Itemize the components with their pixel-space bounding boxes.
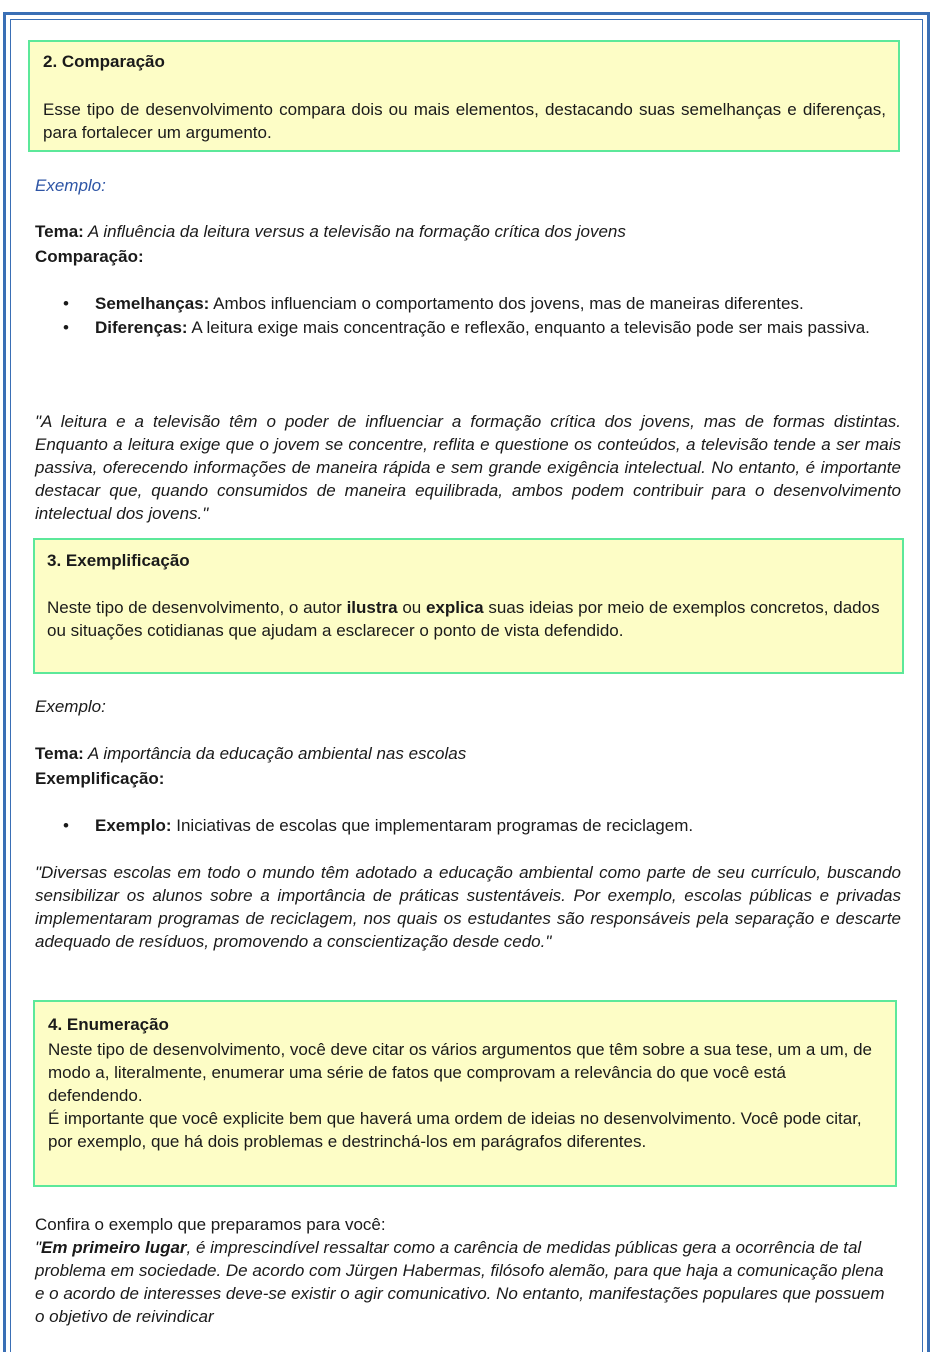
body-text: suas ideias por meio de exemplos concretos, dados ou situações cotidianas que ajudam a esclarecer o ponto de vista defendido. xyxy=(47,598,880,640)
section-enumeracao-box xyxy=(33,1000,897,1187)
body-bold-explica: explica xyxy=(425,598,484,617)
bullet-text: Ambos influenciam o comportamento dos jovens, mas de maneiras diferentes. xyxy=(209,294,804,313)
comparacao-quote: "A leitura e a televisão têm o poder de influenciar a formação crítica dos jovens, mas de formas distintas. Enquanto a leitura exige que o jovem se concentre, reflita e questione os conteúdos, a televisão tende a ser mais passiva, oferecendo informações de maneira rápida e sem grande exigência intelectual. No entanto, é importante destacar que, quando consumidos de maneira equilibrada, ambos podem contribuir para o desenvolvimento intelectual dos jovens." xyxy=(35,412,901,523)
section-exemplificacao-body xyxy=(47,596,889,642)
tema-label-3: Tema: xyxy=(35,744,84,763)
quote-bold-em-primeiro-lugar: Em primeiro lugar xyxy=(41,1238,187,1257)
section-comparacao-title: 2. Comparação xyxy=(43,52,165,71)
comparacao-bullet-list xyxy=(35,292,901,340)
body-text: ou xyxy=(397,598,426,617)
section-comparacao-box xyxy=(28,40,900,152)
quote-text: , é imprescindível ressaltar como a carência de medidas públicas gera a ocorrência de tal problema em sociedade. De acordo com Jürgen Habermas, filósofo alemão, para que haja a comunicação plena e o acordo de interesses deve-se existir o agir comunicativo. No entanto, manifestações populares que possuem o objetivo de reivindicar xyxy=(35,1238,885,1326)
section-exemplificacao-title: 3. Exemplificação xyxy=(47,551,190,570)
section-comparacao-body: Esse tipo de desenvolvimento compara dois ou mais elementos, destacando suas semelhanças e diferenças, para fortalecer um argumento. xyxy=(43,100,886,142)
comparacao-heading: Comparação: xyxy=(35,247,144,266)
tema-text-2: A influência da leitura versus a televisão na formação crítica dos jovens xyxy=(83,222,626,241)
tema-text-3: A importância da educação ambiental nas escolas xyxy=(83,744,467,763)
tema-line-2 xyxy=(35,220,905,243)
enumeracao-quote xyxy=(35,1236,893,1328)
bullet-label: Diferenças: xyxy=(95,318,188,337)
exemplificacao-quote: "Diversas escolas em todo o mundo têm adotado a educação ambiental como parte de seu currículo, buscando sensibilizar os alunos sobre a importância de práticas sustentáveis. Por exemplo, escolas públicas e privadas implementaram programas de reciclagem, nos quais os estudantes são responsáveis pela separação e descarte adequado de resíduos, promovendo a conscientização desde cedo." xyxy=(35,863,901,951)
exemplificacao-bullet-list xyxy=(35,814,901,838)
section-enumeracao-para2: É importante que você explicite bem que haverá uma ordem de ideias no desenvolvimento. Você pode citar, por exemplo, que há dois problemas e destrinchá-los em parágrafos diferentes. xyxy=(48,1109,862,1151)
bullet-dot-icon: • xyxy=(63,294,69,313)
bullet-text: Iniciativas de escolas que implementaram programas de reciclagem. xyxy=(171,816,694,835)
bullet-label: Semelhanças: xyxy=(95,294,210,313)
bullet-dot-icon: • xyxy=(63,318,69,337)
section-exemplificacao-box xyxy=(33,538,904,674)
tema-line-3 xyxy=(35,742,905,765)
section-enumeracao-title: 4. Enumeração xyxy=(48,1015,169,1034)
bullet-text: A leitura exige mais concentração e reflexão, enquanto a televisão pode ser mais passiva. xyxy=(187,318,870,337)
example-intro-4: Confira o exemplo que preparamos para você: xyxy=(35,1215,386,1234)
bullet-label: Exemplo: xyxy=(95,816,172,835)
tema-label-2: Tema: xyxy=(35,222,84,241)
section-enumeracao-para1: Neste tipo de desenvolvimento, você deve citar os vários argumentos que têm sobre a sua tese, um a um, de modo a, literalmente, enumerar uma série de fatos que comprovam a relevância do que você está defendendo. xyxy=(48,1040,872,1105)
list-item xyxy=(35,316,901,339)
body-text: Neste tipo de desenvolvimento, o autor xyxy=(47,598,347,617)
example-label-2: Exemplo: xyxy=(35,176,106,195)
exemplificacao-heading: Exemplificação: xyxy=(35,769,165,788)
body-bold-ilustra: ilustra xyxy=(346,598,398,617)
list-item xyxy=(35,292,901,315)
list-item xyxy=(35,814,901,837)
quote-mark: " xyxy=(35,1238,42,1257)
example-label-3: Exemplo: xyxy=(35,697,106,716)
bullet-dot-icon: • xyxy=(63,816,69,835)
